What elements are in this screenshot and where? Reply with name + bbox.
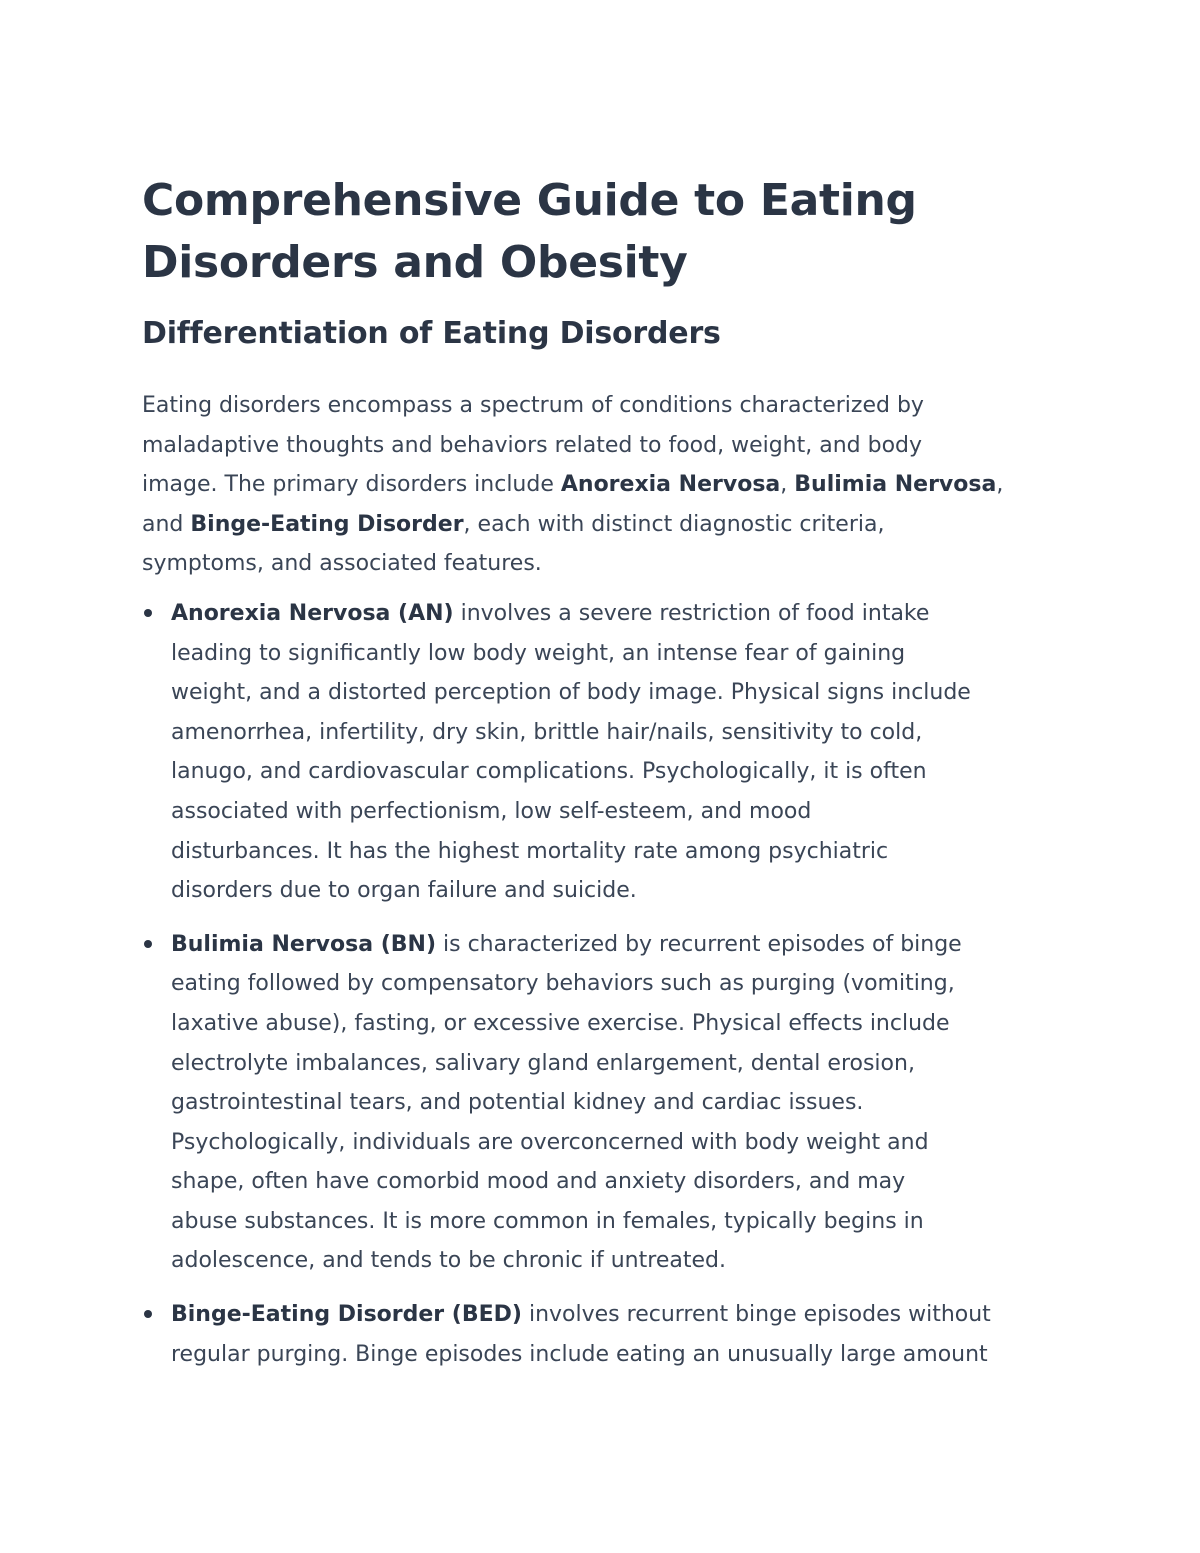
- item-line: weight, and a distorted perception of body image. Physical signs include: [171, 680, 971, 706]
- intro-text: image. The primary disorders include: [142, 472, 561, 498]
- item-line: amenorrhea, infertility, dry skin, brittle hair/nails, sensitivity to cold,: [171, 719, 923, 745]
- intro-text: and: [142, 511, 191, 537]
- intro-line: Eating disorders encompass a spectrum of conditions characterized by: [142, 393, 924, 418]
- item-line: [171, 594, 1062, 634]
- intro-paragraph: [142, 386, 1062, 584]
- item-line: gastrointestinal tears, and potential kidney and cardiac issues.: [171, 1090, 864, 1116]
- intro-text: ,: [996, 472, 1004, 498]
- bullet-icon: [144, 609, 152, 617]
- bullet-icon: [144, 940, 152, 948]
- item-line: eating followed by compensatory behaviors such as purging (vomiting,: [171, 971, 955, 997]
- item-line: [171, 925, 1062, 965]
- term-bulimia: Bulimia Nervosa: [794, 472, 997, 498]
- item-line: lanugo, and cardiovascular complications. Psychologically, it is often: [171, 759, 927, 785]
- item-term: Anorexia Nervosa (AN): [171, 600, 454, 626]
- bullet-icon: [144, 1310, 152, 1318]
- item-line: associated with perfectionism, low self-esteem, and mood: [171, 798, 812, 824]
- item-line: disturbances. It has the highest mortality rate among psychiatric: [171, 838, 889, 864]
- item-line: [171, 1295, 1062, 1335]
- title-line: Disorders and Obesity: [142, 237, 688, 288]
- intro-text: ,: [780, 472, 795, 498]
- item-term: Binge-Eating Disorder (BED): [171, 1302, 522, 1328]
- item-line: electrolyte imbalances, salivary gland enlargement, dental erosion,: [171, 1050, 915, 1076]
- disorder-list: [142, 594, 1062, 1374]
- intro-text: , each with distinct diagnostic criteria,: [463, 511, 885, 537]
- disorder-list-item: [142, 594, 1062, 911]
- section-heading: Differentiation of Eating Disorders: [142, 316, 721, 351]
- item-line: laxative abuse), fasting, or excessive exercise. Physical effects include: [171, 1010, 950, 1036]
- intro-line: maladaptive thoughts and behaviors related to food, weight, and body: [142, 432, 923, 458]
- item-line: shape, often have comorbid mood and anxiety disorders, and may: [171, 1169, 906, 1195]
- term-anorexia: Anorexia Nervosa: [560, 472, 781, 498]
- disorder-list-item: [142, 1295, 1062, 1374]
- term-binge: Binge-Eating Disorder: [190, 511, 464, 537]
- item-line: regular purging. Binge episodes include eating an unusually large amount: [171, 1341, 988, 1367]
- item-text: involves recurrent binge episodes without: [521, 1302, 991, 1328]
- item-term: Bulimia Nervosa (BN): [171, 931, 437, 957]
- item-text: is characterized by recurrent episodes of binge: [436, 931, 962, 957]
- item-line: abuse substances. It is more common in females, typically begins in: [171, 1208, 924, 1234]
- document-page: [142, 170, 1062, 1388]
- intro-line: [142, 465, 1062, 505]
- item-text: involves a severe restriction of food intake: [453, 600, 930, 626]
- item-line: disorders due to organ failure and suicide.: [171, 878, 637, 904]
- intro-line: symptoms, and associated features.: [142, 551, 542, 577]
- item-line: Psychologically, individuals are overconcerned with body weight and: [171, 1129, 929, 1155]
- item-line: adolescence, and tends to be chronic if untreated.: [171, 1248, 726, 1274]
- disorder-list-item: [142, 925, 1062, 1281]
- item-line: leading to significantly low body weight, an intense fear of gaining: [171, 640, 906, 666]
- title-line: Comprehensive Guide to Eating: [142, 175, 917, 226]
- intro-line: [142, 505, 1062, 545]
- page-title: [142, 170, 1062, 294]
